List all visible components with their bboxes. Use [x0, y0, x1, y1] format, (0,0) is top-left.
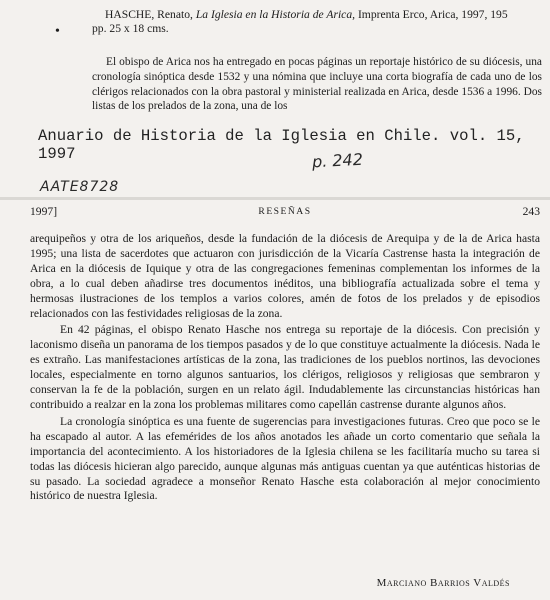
intro-paragraph-text: El obispo de Arica nos ha entregado en pocas páginas un reportaje histórico de su diócesis, una cronología sinóptica desde 1532 y una nómina que incluye una corta biografía de cada uno de los clérigos relacionados con la obra pastoral y ministerial realizada en Arica, desde 1536 a 1996. Dos listas de los prelados de la zona, una de los	[92, 56, 542, 113]
body-paragraph-1: arequipeños y otra de los ariqueños, desde la fundación de la diócesis de Arequipa y de la de Arica hasta 1995; una lista de sacerdotes que actuaron con jurisdicción de la Vicaría Castrense hasta la integración de Arica en la diócesis de Iquique y otra de las congregaciones femeninas complementan los informes de la obra, a lo cual deben añadirse tres documentos inéditos, una bibliografía actualizada sobre el tema y hermosas ilustraciones de los templos a varios colores, amén de fotos de los prelados y de episodios relacionados con las festividades religiosas de la zona.	[30, 232, 540, 320]
page-number: 243	[522, 205, 540, 218]
page-header	[30, 205, 540, 221]
intro-paragraph	[92, 55, 542, 114]
review-author-signature: Marciano Barrios Valdés	[376, 577, 510, 589]
bullet-mark: •	[55, 24, 60, 39]
body-paragraph-3: La cronología sinóptica es una fuente de sugerencias para investigaciones futuras. Creo que poco se le ha escapado al autor. A las efemérides de los años anotados les añade un corto comentario que señala la importancia del acontecimiento. A los historiadores de la Iglesia chilena se les facilitaría mucho su tarea si todas las diócesis hicieran algo parecido, aunque algunas más antiguas cuentan ya que auténticas historias de su pasado. La sociedad agradece a monseñor Renato Hasche esta colaboración al mejor conocimiento histórico de nuestra Iglesia.	[30, 414, 540, 503]
citation-pages: pp. 25 x 18 cms.	[92, 22, 169, 35]
scan-page-divider	[0, 197, 550, 200]
citation-title: La Iglesia en la Historia de Arica,	[195, 8, 356, 21]
citation-publisher: Imprenta Erco, Arica, 1997, 195	[357, 8, 508, 21]
handwritten-page-note: p. 242	[311, 149, 364, 172]
page-header-section: RESEÑAS	[258, 206, 312, 217]
body-paragraph-2: En 42 páginas, el obispo Renato Hasche nos entrega su reportaje de la diócesis. Con precisión y laconismo diseña un panorama de los tiempos pasados y de lo que constituye actualmente la diócesis. Nada le es extraño. Las manifestaciones artísticas de la zona, las tradiciones de los pueblos nortinos, las devociones locales, especialmente en torno algunos santuarios, los clérigos, religiosos y religiosas que sembraron y conservan la fe de la población, surgen en un relato ágil. Indudablemente las circunstancias históricas han contribuido a realzar en la zona los problemas militares como capellán castrense durante algunos años.	[30, 323, 540, 411]
citation-header	[105, 7, 550, 22]
review-body	[30, 232, 540, 504]
page-header-year: 1997]	[30, 205, 58, 218]
handwritten-catalog-stamp: AATE8728	[40, 179, 120, 195]
typed-source-line: Anuario de Historia de la Iglesia en Chile. vol. 15, 1997	[38, 127, 525, 163]
citation-author: HASCHE, Renato,	[105, 8, 193, 21]
